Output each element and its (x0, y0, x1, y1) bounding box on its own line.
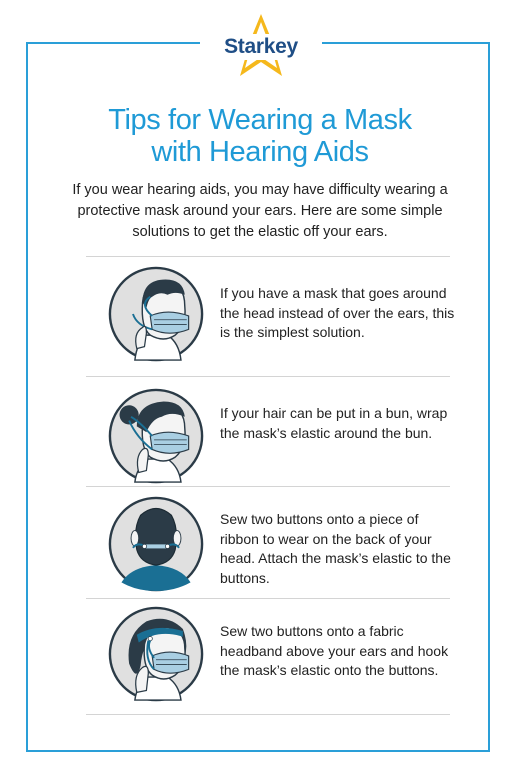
tip-2-text: If your hair can be put in a bun, wrap the mask’s elastic around the bun. (220, 405, 448, 441)
intro-text: If you wear hearing aids, you may have difficulty wearing a protective mask around your ears. Here are some simple solutions to get the elastic off your ears. (72, 182, 448, 240)
tip-1-text: If you have a mask that goes around the head instead of over the ears, this is the simplest solution. (220, 285, 455, 340)
headband-buttons-mask-icon (108, 606, 204, 702)
divider (86, 256, 450, 257)
title-line-2: with Hearing Aids (151, 136, 369, 168)
starkey-logo (200, 12, 322, 80)
mask-around-head-icon (108, 266, 204, 362)
divider (86, 714, 450, 715)
ribbon-buttons-mask-icon (108, 496, 204, 592)
brand-name: Starkey (200, 34, 322, 60)
page-title (40, 104, 480, 168)
title-line-1: Tips for Wearing a Mask (108, 104, 412, 136)
tip-4-text: Sew two buttons onto a fabric headband above your ears and hook the mask’s elastic onto the buttons. (220, 623, 449, 678)
divider (86, 598, 450, 599)
divider (86, 486, 450, 487)
tip-3-text: Sew two buttons onto a piece of ribbon to wear on the back of your head. Attach the mask’s elastic to the buttons. (220, 511, 451, 586)
hair-bun-mask-icon (108, 388, 204, 484)
divider (86, 376, 450, 377)
